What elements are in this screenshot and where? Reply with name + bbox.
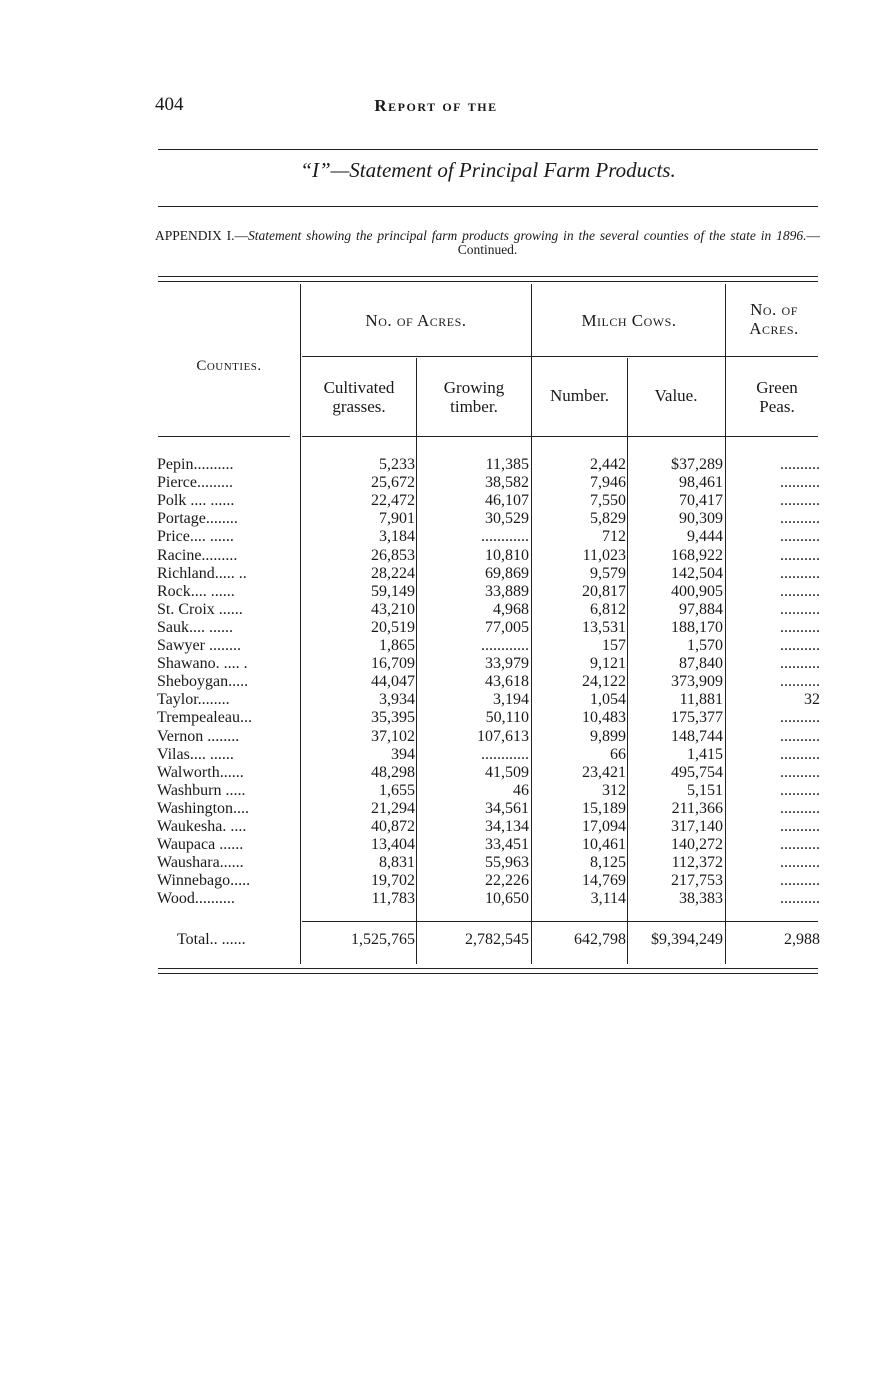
row-county: Taylor........ bbox=[157, 691, 230, 708]
row-milch-cows-number: 24,122 bbox=[582, 673, 626, 690]
row-milch-cows-number: 10,483 bbox=[582, 709, 626, 726]
row-county: Vernon ........ bbox=[157, 728, 240, 745]
row-cultivated-grasses: 37,102 bbox=[371, 728, 415, 745]
row-milch-cows-number: 13,531 bbox=[582, 619, 626, 636]
row-growing-timber: 22,226 bbox=[485, 872, 529, 889]
row-growing-timber: ............ bbox=[481, 637, 529, 654]
row-growing-timber: 46 bbox=[513, 782, 529, 799]
row-milch-cows-number: 17,094 bbox=[582, 818, 626, 835]
row-milch-cows-value: 1,570 bbox=[687, 637, 723, 654]
row-milch-cows-value: 38,383 bbox=[679, 890, 723, 907]
row-milch-cows-value: $37,289 bbox=[671, 456, 723, 473]
row-growing-timber: 11,385 bbox=[485, 456, 529, 473]
row-cultivated-grasses: 7,901 bbox=[379, 510, 415, 527]
row-green-peas: .......... bbox=[780, 818, 820, 835]
row-county: Sheboygan..... bbox=[157, 673, 249, 690]
row-county: Racine......... bbox=[157, 547, 238, 564]
row-cultivated-grasses: 40,872 bbox=[371, 818, 415, 835]
row-cultivated-grasses: 44,047 bbox=[371, 673, 415, 690]
row-milch-cows-value: 5,151 bbox=[687, 782, 723, 799]
row-milch-cows-number: 712 bbox=[602, 528, 626, 545]
total-value: $9,394,249 bbox=[651, 931, 723, 948]
row-county: Sawyer ........ bbox=[157, 637, 241, 654]
total-label: Total.. ...... bbox=[177, 931, 246, 948]
table-rule-top-2 bbox=[158, 281, 818, 282]
row-green-peas: .......... bbox=[780, 800, 820, 817]
row-county: Portage........ bbox=[157, 510, 238, 527]
total-timber: 2,782,545 bbox=[465, 931, 529, 948]
caption-tail: —Continued. bbox=[457, 228, 820, 257]
title-rule-top bbox=[158, 149, 818, 150]
row-green-peas: .......... bbox=[780, 854, 820, 871]
row-cultivated-grasses: 22,472 bbox=[371, 492, 415, 509]
row-green-peas: .......... bbox=[780, 782, 820, 799]
row-milch-cows-value: 70,417 bbox=[679, 492, 723, 509]
row-milch-cows-number: 5,829 bbox=[590, 510, 626, 527]
running-head: Report of the bbox=[374, 96, 498, 115]
row-milch-cows-value: 148,744 bbox=[671, 728, 723, 745]
row-growing-timber: ............ bbox=[481, 746, 529, 763]
row-county: Polk .... ...... bbox=[157, 492, 235, 509]
row-milch-cows-value: 175,377 bbox=[671, 709, 723, 726]
row-growing-timber: 69,869 bbox=[485, 565, 529, 582]
row-county: Pepin.......... bbox=[157, 456, 234, 473]
column-divider-5 bbox=[725, 284, 726, 964]
row-growing-timber: 33,889 bbox=[485, 583, 529, 600]
row-milch-cows-number: 8,125 bbox=[590, 854, 626, 871]
row-county: St. Croix ...... bbox=[157, 601, 243, 618]
caption-lead: APPENDIX I.— bbox=[155, 228, 249, 243]
row-green-peas: .......... bbox=[780, 510, 820, 527]
row-growing-timber: 3,194 bbox=[493, 691, 529, 708]
row-county: Price.... ...... bbox=[157, 528, 234, 545]
row-growing-timber: 77,005 bbox=[485, 619, 529, 636]
row-growing-timber: 4,968 bbox=[493, 601, 529, 618]
row-county: Rock.... ...... bbox=[157, 583, 235, 600]
row-green-peas: 32 bbox=[804, 691, 820, 708]
row-milch-cows-number: 2,442 bbox=[590, 456, 626, 473]
row-growing-timber: 38,582 bbox=[485, 474, 529, 491]
header-growing-timber: Growing timber. bbox=[443, 378, 505, 416]
row-green-peas: .......... bbox=[780, 746, 820, 763]
row-milch-cows-number: 9,899 bbox=[590, 728, 626, 745]
row-milch-cows-value: 142,504 bbox=[671, 565, 723, 582]
page-number: 404 bbox=[155, 94, 184, 115]
row-county: Pierce......... bbox=[157, 474, 233, 491]
row-milch-cows-number: 9,121 bbox=[590, 655, 626, 672]
row-green-peas: .......... bbox=[780, 456, 820, 473]
row-milch-cows-value: 168,922 bbox=[671, 547, 723, 564]
row-cultivated-grasses: 1,655 bbox=[379, 782, 415, 799]
row-growing-timber: 30,529 bbox=[485, 510, 529, 527]
row-green-peas: .......... bbox=[780, 836, 820, 853]
table-rule-bottom-2 bbox=[158, 973, 818, 974]
row-milch-cows-value: 11,881 bbox=[679, 691, 723, 708]
row-milch-cows-value: 1,415 bbox=[687, 746, 723, 763]
row-milch-cows-number: 15,189 bbox=[582, 800, 626, 817]
row-cultivated-grasses: 35,395 bbox=[371, 709, 415, 726]
column-divider-4 bbox=[627, 358, 628, 964]
row-green-peas: .......... bbox=[780, 764, 820, 781]
row-cultivated-grasses: 25,672 bbox=[371, 474, 415, 491]
row-cultivated-grasses: 3,184 bbox=[379, 528, 415, 545]
header-green-peas: Green Peas. bbox=[756, 378, 798, 416]
row-milch-cows-value: 87,840 bbox=[679, 655, 723, 672]
row-milch-cows-number: 7,550 bbox=[590, 492, 626, 509]
table-caption bbox=[155, 229, 820, 257]
row-milch-cows-number: 14,769 bbox=[582, 872, 626, 889]
row-county: Washburn ..... bbox=[157, 782, 246, 799]
row-green-peas: .......... bbox=[780, 583, 820, 600]
row-growing-timber: 33,979 bbox=[485, 655, 529, 672]
row-milch-cows-value: 9,444 bbox=[687, 528, 723, 545]
row-cultivated-grasses: 3,934 bbox=[379, 691, 415, 708]
row-growing-timber: 55,963 bbox=[485, 854, 529, 871]
row-cultivated-grasses: 43,210 bbox=[371, 601, 415, 618]
row-green-peas: .......... bbox=[780, 492, 820, 509]
header-bottom-rule-counties bbox=[158, 436, 290, 437]
total-number: 642,798 bbox=[574, 931, 626, 948]
row-green-peas: .......... bbox=[780, 709, 820, 726]
row-growing-timber: 10,810 bbox=[485, 547, 529, 564]
row-milch-cows-number: 66 bbox=[610, 746, 626, 763]
row-growing-timber: 34,134 bbox=[485, 818, 529, 835]
header-acres-group: No. of Acres. bbox=[365, 311, 467, 330]
row-milch-cows-number: 11,023 bbox=[582, 547, 626, 564]
row-cultivated-grasses: 394 bbox=[391, 746, 415, 763]
header-peas-group: No. of Acres. bbox=[749, 300, 799, 338]
row-county: Sauk.... ...... bbox=[157, 619, 233, 636]
caption-italic: Statement showing the principal farm products growing in the several counties of the state in 1896. bbox=[248, 228, 807, 243]
row-county: Walworth...... bbox=[157, 764, 244, 781]
row-green-peas: .......... bbox=[780, 890, 820, 907]
total-cultivated: 1,525,765 bbox=[351, 931, 415, 948]
row-milch-cows-value: 373,909 bbox=[671, 673, 723, 690]
row-green-peas: .......... bbox=[780, 528, 820, 545]
row-cultivated-grasses: 16,709 bbox=[371, 655, 415, 672]
row-cultivated-grasses: 48,298 bbox=[371, 764, 415, 781]
row-milch-cows-value: 495,754 bbox=[671, 764, 723, 781]
column-divider-2 bbox=[416, 358, 417, 964]
row-milch-cows-value: 400,905 bbox=[671, 583, 723, 600]
row-milch-cows-value: 140,272 bbox=[671, 836, 723, 853]
row-growing-timber: ............ bbox=[481, 528, 529, 545]
row-county: Trempealeau... bbox=[157, 709, 252, 726]
row-growing-timber: 34,561 bbox=[485, 800, 529, 817]
row-growing-timber: 107,613 bbox=[477, 728, 529, 745]
row-county: Vilas.... ...... bbox=[157, 746, 234, 763]
row-milch-cows-number: 1,054 bbox=[590, 691, 626, 708]
header-value: Value. bbox=[654, 386, 698, 405]
row-green-peas: .......... bbox=[780, 565, 820, 582]
row-county: Waupaca ...... bbox=[157, 836, 244, 853]
row-milch-cows-value: 217,753 bbox=[671, 872, 723, 889]
header-milch-group: Milch Cows. bbox=[581, 311, 677, 330]
row-cultivated-grasses: 1,865 bbox=[379, 637, 415, 654]
total-peas: 2,988 bbox=[784, 931, 820, 948]
row-county: Wood.......... bbox=[157, 890, 235, 907]
row-green-peas: .......... bbox=[780, 872, 820, 889]
row-milch-cows-value: 90,309 bbox=[679, 510, 723, 527]
row-cultivated-grasses: 28,224 bbox=[371, 565, 415, 582]
header-number: Number. bbox=[549, 386, 610, 405]
row-milch-cows-value: 98,461 bbox=[679, 474, 723, 491]
row-growing-timber: 50,110 bbox=[485, 709, 529, 726]
row-county: Waushara...... bbox=[157, 854, 244, 871]
row-green-peas: .......... bbox=[780, 655, 820, 672]
row-milch-cows-number: 6,812 bbox=[590, 601, 626, 618]
row-cultivated-grasses: 20,519 bbox=[371, 619, 415, 636]
row-cultivated-grasses: 26,853 bbox=[371, 547, 415, 564]
row-milch-cows-number: 20,817 bbox=[582, 583, 626, 600]
row-milch-cows-number: 7,946 bbox=[590, 474, 626, 491]
row-milch-cows-number: 3,114 bbox=[590, 890, 626, 907]
row-milch-cows-number: 9,579 bbox=[590, 565, 626, 582]
row-milch-cows-number: 157 bbox=[602, 637, 626, 654]
table-rule-bottom-1 bbox=[158, 968, 818, 969]
header-bottom-rule-data bbox=[302, 436, 818, 437]
row-cultivated-grasses: 11,783 bbox=[371, 890, 415, 907]
row-milch-cows-value: 211,366 bbox=[671, 800, 723, 817]
row-green-peas: .......... bbox=[780, 601, 820, 618]
row-milch-cows-number: 23,421 bbox=[582, 764, 626, 781]
title-rule-bottom bbox=[158, 206, 818, 207]
header-cultivated-grasses: Cultivated grasses. bbox=[323, 378, 395, 416]
row-milch-cows-value: 188,170 bbox=[671, 619, 723, 636]
row-green-peas: .......... bbox=[780, 474, 820, 491]
row-green-peas: .......... bbox=[780, 619, 820, 636]
row-milch-cows-number: 10,461 bbox=[582, 836, 626, 853]
row-county: Waukesha. .... bbox=[157, 818, 247, 835]
row-growing-timber: 33,451 bbox=[485, 836, 529, 853]
row-cultivated-grasses: 13,404 bbox=[371, 836, 415, 853]
section-title: “I”—Statement of Principal Farm Products. bbox=[300, 158, 676, 182]
group-header-rule bbox=[302, 356, 818, 357]
row-milch-cows-value: 112,372 bbox=[671, 854, 723, 871]
row-county: Washington.... bbox=[157, 800, 250, 817]
row-county: Shawano. .... . bbox=[157, 655, 248, 672]
row-county: Richland..... .. bbox=[157, 565, 247, 582]
table-rule-top-1 bbox=[158, 276, 818, 277]
row-growing-timber: 10,650 bbox=[485, 890, 529, 907]
row-green-peas: .......... bbox=[780, 547, 820, 564]
row-cultivated-grasses: 5,233 bbox=[379, 456, 415, 473]
row-green-peas: .......... bbox=[780, 728, 820, 745]
row-cultivated-grasses: 59,149 bbox=[371, 583, 415, 600]
row-milch-cows-value: 317,140 bbox=[671, 818, 723, 835]
header-counties: Counties. bbox=[196, 358, 262, 374]
row-green-peas: .......... bbox=[780, 673, 820, 690]
row-growing-timber: 46,107 bbox=[485, 492, 529, 509]
row-green-peas: .......... bbox=[780, 637, 820, 654]
row-cultivated-grasses: 19,702 bbox=[371, 872, 415, 889]
column-divider-3 bbox=[531, 284, 532, 964]
row-county: Winnebago..... bbox=[157, 872, 251, 889]
row-growing-timber: 41,509 bbox=[485, 764, 529, 781]
row-cultivated-grasses: 21,294 bbox=[371, 800, 415, 817]
total-rule bbox=[302, 921, 818, 922]
row-milch-cows-number: 312 bbox=[602, 782, 626, 799]
row-growing-timber: 43,618 bbox=[485, 673, 529, 690]
row-cultivated-grasses: 8,831 bbox=[379, 854, 415, 871]
row-milch-cows-value: 97,884 bbox=[679, 601, 723, 618]
